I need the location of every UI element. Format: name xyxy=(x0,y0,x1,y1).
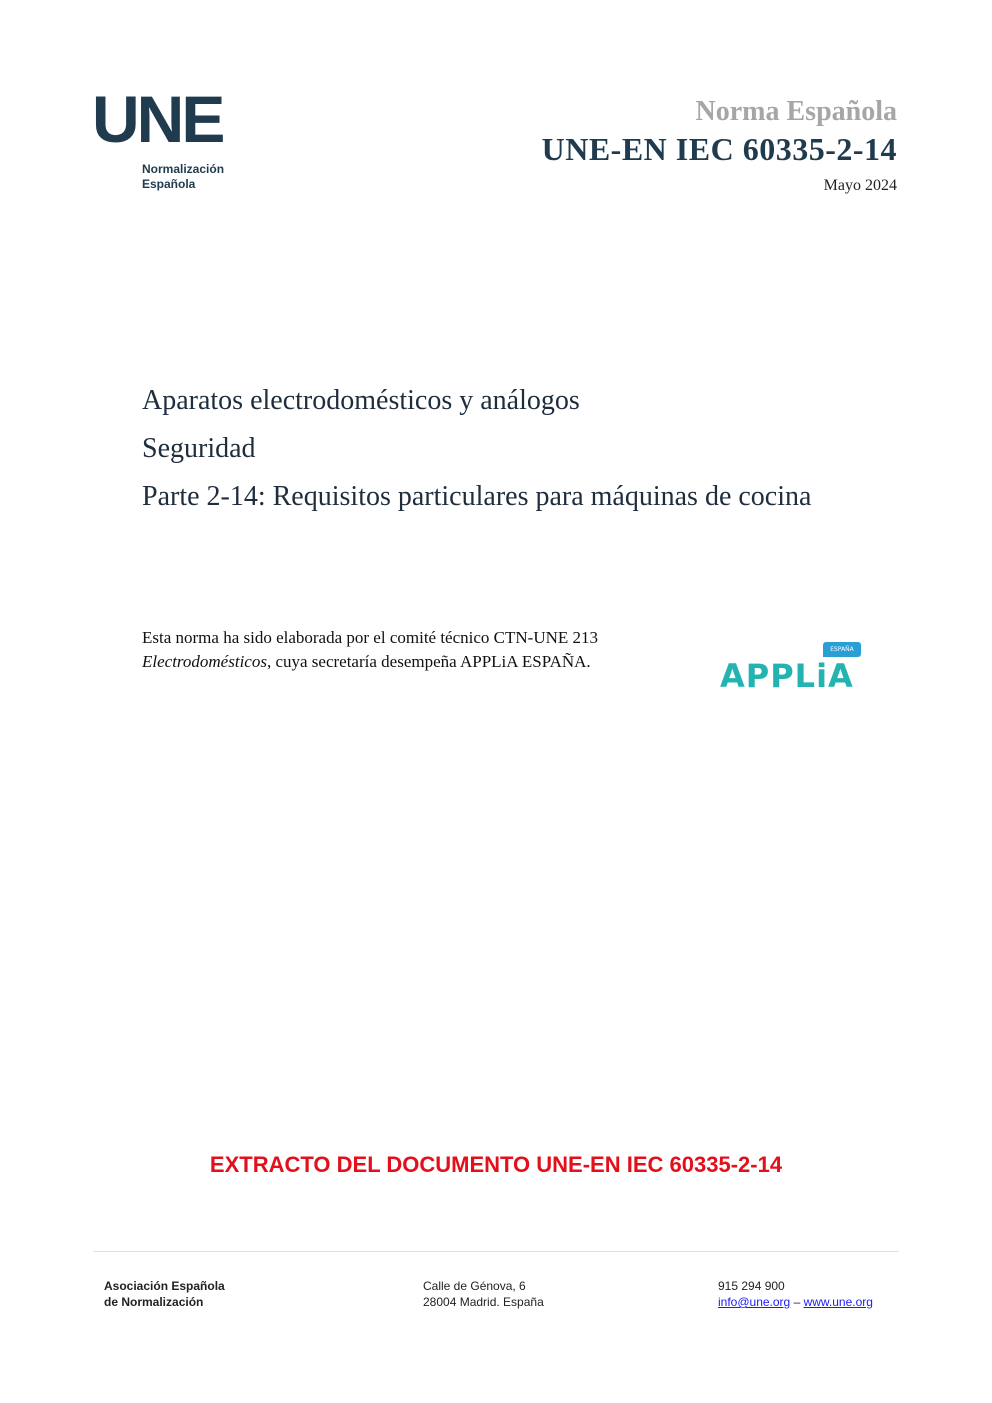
footer-organization xyxy=(104,1278,225,1310)
committee-statement xyxy=(142,626,602,674)
standard-header xyxy=(542,95,897,201)
title-line-2: Seguridad xyxy=(142,433,256,464)
committee-text-after: , cuya secretaría desempeña APPLiA ESPAÑA. xyxy=(266,652,591,671)
applia-badge: ESPAÑA xyxy=(823,642,861,657)
footer-addr-line1: Calle de Génova, 6 xyxy=(423,1279,526,1293)
footer-org-line1: Asociación Española xyxy=(104,1279,225,1293)
title-line-1: Aparatos electrodomésticos y análogos xyxy=(142,385,580,416)
une-logo-subtitle xyxy=(142,162,224,192)
footer-contact xyxy=(718,1278,873,1310)
standard-kind: Norma Española xyxy=(695,96,897,127)
applia-wordmark: APPLiA xyxy=(720,657,854,695)
footer-links xyxy=(718,1294,873,1310)
standard-code: UNE-EN IEC 60335-2-14 xyxy=(541,131,897,167)
footer-link-separator: – xyxy=(790,1295,804,1309)
website-link[interactable]: www.une.org xyxy=(803,1295,873,1309)
footer-divider xyxy=(93,1251,899,1252)
une-wordmark: UNE xyxy=(92,82,223,156)
footer-address xyxy=(423,1278,544,1310)
committee-name: Electrodomésticos xyxy=(142,652,267,671)
document-title xyxy=(142,384,862,528)
extract-banner: EXTRACTO DEL DOCUMENTO UNE-EN IEC 60335-2-14 xyxy=(209,1152,783,1177)
footer-phone: 915 294 900 xyxy=(718,1279,785,1293)
une-subtitle-line1: Normalización xyxy=(142,162,225,176)
committee-text-before: Esta norma ha sido elaborada por el comité técnico CTN-UNE 213 xyxy=(142,628,599,647)
title-line-3: Parte 2-14: Requisitos particulares para máquinas de cocina xyxy=(142,481,812,512)
applia-logo xyxy=(720,642,865,697)
une-subtitle-line2: Española xyxy=(142,177,196,191)
standard-date: Mayo 2024 xyxy=(823,177,897,194)
une-logo xyxy=(92,82,232,200)
footer-org-line2: de Normalización xyxy=(104,1295,204,1309)
email-link[interactable]: info@une.org xyxy=(718,1295,791,1309)
footer-addr-line2: 28004 Madrid. España xyxy=(423,1295,544,1309)
